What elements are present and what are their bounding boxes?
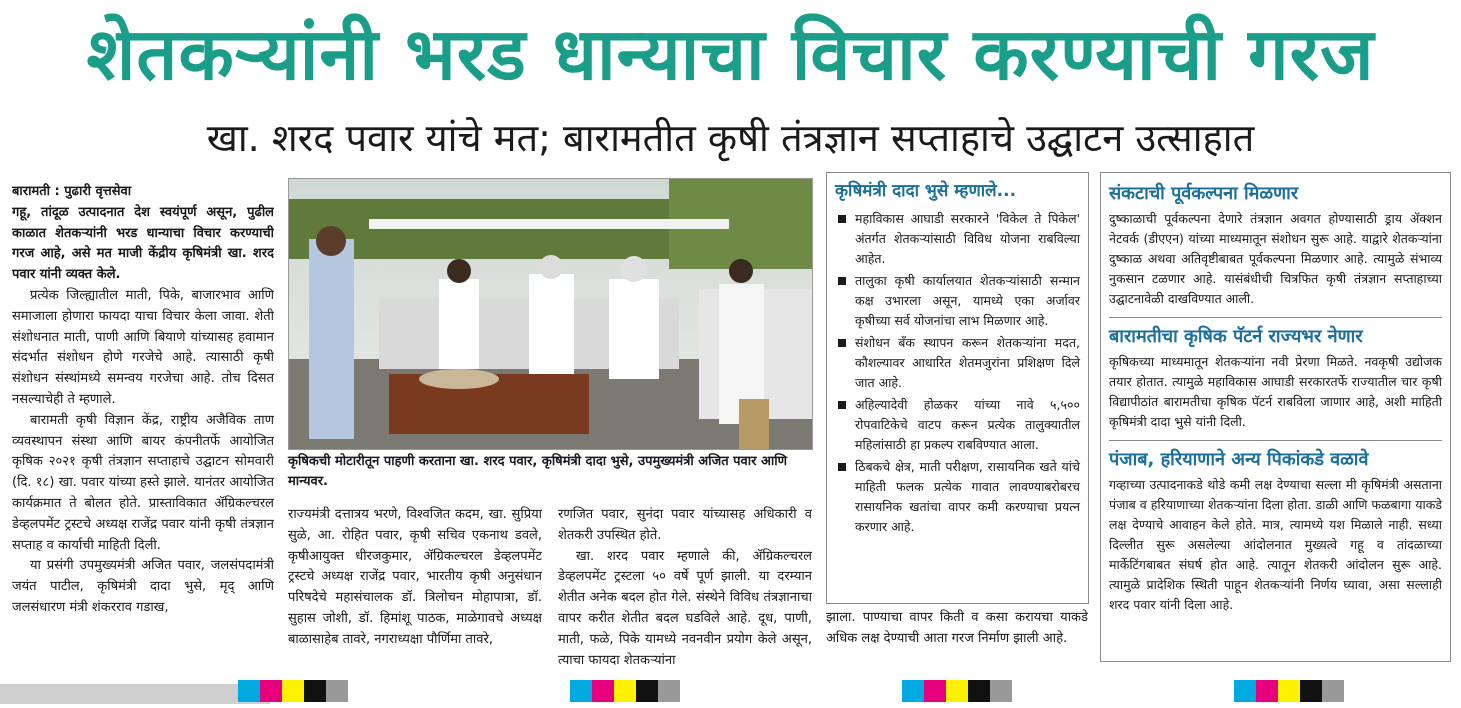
lead-paragraph: गहू, तांदूळ उत्पादनात देश स्वयंपूर्ण असून, पुढील काळात शेतकऱ्यांनी भरड धान्याचा विचार करण्याची गरज आहे, असे मत माजी केंद्रीय कृषिमंत्री खा. शरद पवार यांनी व्यक्त केले. [12,204,274,283]
registration-marks [0,680,1461,708]
color-patch [570,680,592,702]
color-patch [1234,680,1256,702]
minister-quotes-box [826,172,1089,604]
color-patch [658,680,680,702]
color-patch [1300,680,1322,702]
sidebar-box [1100,172,1451,662]
list-item-text: संशोधन बँक स्थापन करून शेतकऱ्यांना मदत, कौशल्यावर आधारित शेतमजुरांना प्रशिक्षण दिले जात आहे. [855,335,1080,390]
color-patch [946,680,968,702]
bullet-icon [838,463,846,471]
dateline: बारामती : पुढारी वृत्तसेवा [12,184,132,199]
color-patch [1256,680,1278,702]
box-heading: कृषिमंत्री दादा भुसे म्हणाले... [835,181,1017,201]
divider [1109,440,1442,441]
color-patch [304,680,326,702]
color-patch [238,680,260,702]
section-heading: संकटाची पूर्वकल्पना मिळणार [1109,183,1299,204]
color-patch [614,680,636,702]
color-patch [282,680,304,702]
bullet-icon [838,215,846,223]
color-patch [326,680,348,702]
bullet-icon [838,339,846,347]
paragraph: बारामती कृषी विज्ञान केंद्र, राष्ट्रीय अजैविक ताण व्यवस्थापन संस्था आणि बायर कंपनीतर्फे आयोजित कृषिक २०२१ कृषी तंत्रज्ञान सप्ताहाचे उद्घाटन सोमवारी (दि. १८) खा. पवार यांच्या हस्ते झाले. यानंतर आयोजित कार्यक्रमात ते बोलत होते. प्रास्ताविकात ॲग्रिकल्चरल डेव्हलपमेंट ट्रस्टचे अध्यक्ष राजेंद्र पवार यांनी कृषी तंत्रज्ञान सप्ताह व कार्याची माहिती दिली. [12,412,274,553]
list-item [835,457,1080,537]
registration-strip [0,684,270,704]
color-patch [260,680,282,702]
article-column-1 [12,182,274,668]
color-patch [968,680,990,702]
divider [1109,317,1442,318]
photo-image [289,179,812,449]
color-patch [902,680,924,702]
news-photo [288,178,813,450]
color-bar-group [238,680,348,706]
section-heading: पंजाब, हरियाणाने अन्य पिकांकडे वळावे [1109,449,1369,470]
color-patch [636,680,658,702]
paragraph: झाला. पाण्याचा वापर किती व कसा करायचा याकडे अधिक लक्ष देण्याची आता गरज निर्माण झाली आहे. [826,610,1088,646]
photo-caption: कृषिकची मोटारीतून पाहणी करताना खा. शरद पवार, कृषिमंत्री दादा भुसे, उपमुख्यमंत्री अजित पवार आणि मान्यवर. [288,454,788,489]
list-item [835,209,1080,269]
list-item-text: अहिल्यादेवी होळकर यांच्या नावे ५,५०० रोपवाटिकेचे वाटप करून प्रत्येक तालुक्यातील महिलांसाठी हा प्रकल्प राबविण्यात आला. [855,397,1080,452]
color-patch [1278,680,1300,702]
article-column-2 [288,505,542,675]
quote-list [835,209,1080,537]
paragraph: प्रत्येक जिल्ह्यातील माती, पिके, बाजारभाव आणि समाजाला होणारा फायदा याचा विचार केला जावा. शेती संशोधनात माती, पाणी आणि बियाणे यांच्यासह हवामान संदर्भात संशोधन होणे गरजेचे आहे. त्यासाठी कृषी संशोधन संस्थांमध्ये समन्वय गरजेचा आहे. तोच दिसत नसल्याचेही ते म्हणाले. [12,287,274,407]
list-item-text: महाविकास आघाडी सरकारने 'विकेल ते पिकेल' अंतर्गत शेतकऱ्यांसाठी विविध योजना राबविल्या आहेत. [855,211,1080,266]
paragraph: रणजित पवार, सुनंदा पवार यांच्यासह अधिकारी व शेतकरी उपस्थित होते. [558,507,812,543]
headline: शेतकऱ्यांनी भरड धान्याचा विचार करण्याची गरज [86,12,1375,96]
list-item [835,271,1080,331]
bullet-icon [838,277,846,285]
paragraph: या प्रसंगी उपमुख्यमंत्री अजित पवार, जलसंपदामंत्री जयंत पाटील, कृषिमंत्री दादा भुसे, मृद् आणि जलसंधारण मंत्री शंकरराव गडाख, [12,558,274,615]
section-text: गव्हाच्या उत्पादनाकडे थोडे कमी लक्ष देण्याचा सल्ला मी कृषिमंत्री असताना पंजाब व हरियाणाच्या शेतकऱ्यांना दिला होता. डाळी आणि फळबागा याकडे लक्ष देण्याचे आवाहन केले होते. मात्र, त्यामध्ये यश मिळाले नाही. सध्या दिल्लीत सुरू असलेल्या आंदोलनात मुख्यत्वे गहू व तांदळाच्या मार्केटिंगबाबत संघर्ष होत आहे. त्यातून शेतकरी आंदोलन सुरू आहे. त्यामुळे प्रादेशिक स्थिती पाहून शेतकऱ्यांनी निर्णय घ्यावा, असा सल्लाही शरद पवार यांनी दिला आहे. [1109,477,1442,612]
color-patch [1322,680,1344,702]
section-text: कृषिकच्या माध्यमातून शेतकऱ्यांना नवी प्रेरणा मिळते. नवकृषी उद्योजक तयार होतात. त्यामुळे महाविकास आघाडी सरकारतर्फे राज्यातील चार कृषी विद्यापीठांत बारामतीचा कृषिक पॅटर्न राबविला जाणार आहे, अशी माहिती कृषिमंत्री दादा भुसे यांनी दिली. [1109,354,1442,429]
section-heading: बारामतीचा कृषिक पॅटर्न राज्यभर नेणार [1109,326,1363,347]
paragraph: राज्यमंत्री दत्तात्रय भरणे, विश्वजित कदम, खा. सुप्रिया सुळे, आ. रोहित पवार, कृषी सचिव एकनाथ डवले, कृषीआयुक्त धीरजकुमार, ॲग्रिकल्चरल डेव्हलपमेंट ट्रस्टचे अध्यक्ष राजेंद्र पवार, भारतीय कृषी अनुसंधान परिषदेचे महासंचालक डॉ. त्रिलोचन मोहापात्रा, डॉ. सुहास जोशी, डॉ. हिमांशू पाठक, माळेगावचे अध्यक्ष बाळासाहेब तावरे, नगराध्यक्षा पौर्णिमा तावरे, [288,507,542,647]
color-patch [924,680,946,702]
list-item [835,333,1080,393]
article-column-4 [826,608,1088,672]
color-patch [592,680,614,702]
section-text: दुष्काळाची पूर्वकल्पना देणारे तंत्रज्ञान अवगत होण्यासाठी ड्राय ॲक्शन नेटवर्क (डीएएन) यांच्या माध्यमातून संशोधन सुरू आहे. याद्वारे शेतकऱ्यांना दुष्काळ अथवा अतिवृष्टीबाबत पूर्वकल्पना मिळणार आहे. त्यामुळे संभाव्य नुकसान टळणार आहे. यासंबंधीची चित्रफित कृषी तंत्रज्ञान सप्ताहाच्या उद्घाटनावेळी दाखविण्यात आली. [1109,211,1442,306]
list-item-text: ठिबकचे क्षेत्र, माती परीक्षण, रासायनिक खते यांचे माहिती फलक प्रत्येक गावात लावण्याबरोबरच रासायनिक खतांचा वापर कमी करण्याचा प्रयत्न करणार आहे. [855,459,1080,534]
subheadline: खा. शरद पवार यांचे मत; बारामतीत कृषी तंत्रज्ञान सप्ताहाचे उद्घाटन उत्साहात [206,116,1255,160]
bullet-icon [838,401,846,409]
color-bar-group [570,680,680,706]
article-column-3 [558,505,812,675]
color-bar-group [902,680,1012,706]
paragraph: खा. शरद पवार म्हणाले की, ॲग्रिकल्चरल डेव्हलपमेंट ट्रस्टला ५० वर्षे पूर्ण झाली. या दरम्यान शेतीत अनेक बदल होत गेले. संस्थेने विविध तंत्रज्ञानाचा वापर करीत शेतीत बदल घडविले आहे. दूध, पाणी, माती, फळे, पिके यामध्ये नवनवीन प्रयोग केले असून, त्याचा फायदा शेतकऱ्यांना [558,548,812,668]
list-item-text: तालुका कृषी कार्यालयात शेतकऱ्यांसाठी सन्मान कक्ष उभारला असून, यामध्ये एका अर्जावर कृषीच्या सर्व योजनांचा लाभ मिळणार आहे. [855,273,1080,328]
color-patch [990,680,1012,702]
color-bar-group [1234,680,1344,706]
list-item [835,395,1080,455]
